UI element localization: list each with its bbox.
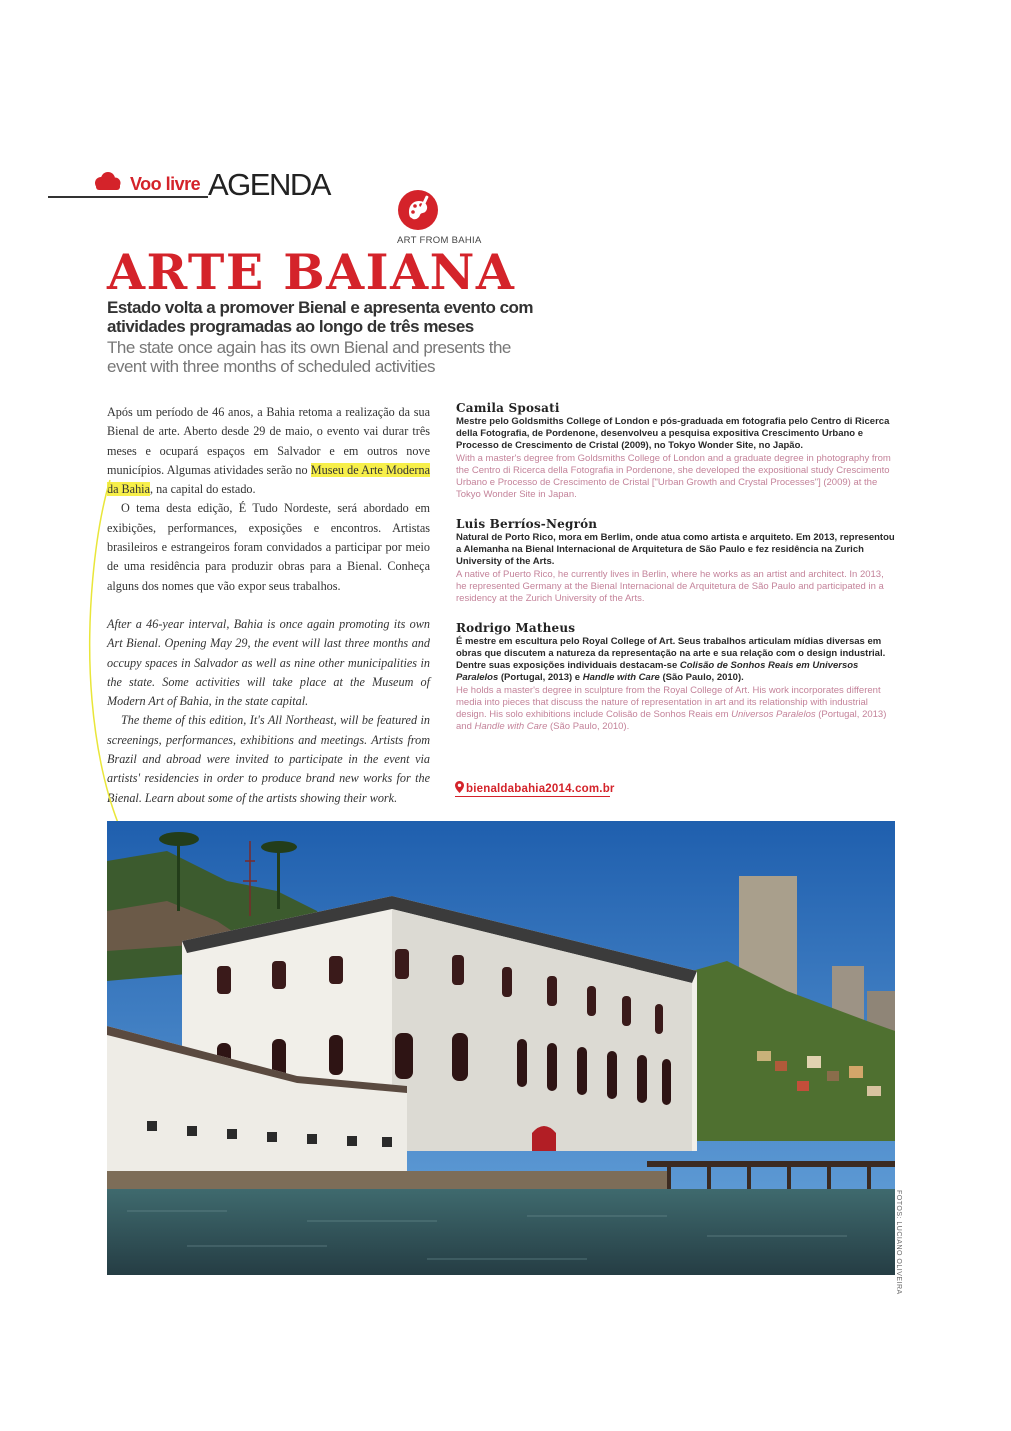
museum-photo bbox=[107, 821, 895, 1275]
body-pt-text: , na capital do estado. bbox=[149, 482, 256, 497]
work-title: Universos Paralelos bbox=[731, 709, 816, 720]
header-rule bbox=[48, 196, 208, 198]
artist-name: Rodrigo Matheus bbox=[456, 621, 576, 635]
artist-entry bbox=[456, 401, 896, 501]
artist-bio-pt bbox=[456, 636, 896, 684]
artist-entry bbox=[456, 517, 896, 605]
body-en-paragraph-2: The theme of this edition, It's All Northeast, will be featured in screenings, performances, exhibitions and meetings. Artists from Brazil and abroad were invited to participate in the event via artists' residencies in order to produce brand new works for the Bienal. Learn about some of the artists showing their work. bbox=[107, 713, 430, 805]
highlighted-museum-name: Museu de Arte Moderna da Bahia bbox=[107, 462, 430, 497]
artist-bio-en: With a master's degree from Goldsmiths College of London and a graduate degree in photography from the Centro di Ricerca della Fotografia in Pordenone, she developed the expositional study Crescimento Urbano e Processo de Crescimento de Cristal ["Urban Growth and Crystal Processes"] (2009) at the Tokyo Wonder Site in Japan. bbox=[456, 453, 891, 500]
bio-text: (Portugal, 2013) e bbox=[498, 672, 583, 683]
artist-bio-pt: Mestre pelo Goldsmiths College of London e pós-graduada em fotografia pelo Centro di Ricerca della Fotografia, de Pordenone, desenvolveu a pesquisa expositiva Crescimento Urbano e Processo de Crescimento de Cristal (2009), no Tokyo Wonder Site, no Japão. bbox=[456, 416, 890, 451]
subtitle-portuguese: Estado volta a promover Bienal e apresenta evento com atividades programadas ao longo de três meses bbox=[107, 298, 534, 336]
artist-bio-en bbox=[456, 685, 896, 733]
article-title: ARTE BAIANA bbox=[107, 243, 516, 301]
work-title: Colisão de Sonhos Reais em Universos Paralelos bbox=[456, 660, 859, 683]
website-url[interactable]: bienaldabahia2014.com.br bbox=[466, 783, 615, 795]
website-underline bbox=[455, 796, 610, 797]
bio-text: (São Paulo, 2010). bbox=[547, 721, 630, 732]
bio-text: He holds a master's degree in sculpture from the Royal College of Art. His work incorporates different media into pieces that discuss the nature of representation in art and its relationship with industrial design. His solo exhibitions include Colisão de Sonhos Reais em bbox=[456, 685, 881, 720]
location-pin-icon bbox=[455, 781, 464, 793]
section-title: AGENDA bbox=[208, 167, 330, 202]
artist-entry bbox=[456, 621, 896, 733]
body-pt-text: Após um período de 46 anos, a Bahia retoma a realização da sua Bienal de arte. Aberto desde 29 de maio, o evento vai durar três meses e ocupará espaços em Salvador e em outros nove municípios. Algumas atividades serão no bbox=[107, 405, 430, 477]
callout-line bbox=[80, 470, 210, 870]
palette-icon bbox=[397, 189, 439, 231]
brand-name: Voo livre bbox=[130, 174, 201, 194]
cloud-icon bbox=[93, 172, 121, 190]
body-en-paragraph-1: After a 46-year interval, Bahia is once again promoting its own Art Bienal. Opening May 29, the event will last three months and occupy spaces in Salvador as well as nine other municipalities in the state. Some activities will take place at the Museum of Modern Art of Bahia, in the state capital. bbox=[107, 616, 430, 709]
artist-name: Camila Sposati bbox=[456, 401, 560, 415]
work-title: Handle with Care bbox=[474, 721, 548, 732]
work-title: Handle with Care bbox=[582, 672, 660, 683]
artists-column bbox=[456, 401, 896, 749]
artist-name: Luis Berríos-Negrón bbox=[456, 517, 598, 531]
subtitle-english: The state once again has its own Bienal and presents the event with three months of scheduled activities bbox=[107, 338, 511, 376]
artist-bio-pt: Natural de Porto Rico, mora em Berlim, onde atua como artista e arquiteto. Em 2013, representou a Alemanha na Bienal Internacional de Arquitetura de São Paulo e fez residência na Zurich University of the Arts. bbox=[456, 532, 895, 567]
bio-text: (Portugal, 2013) and bbox=[456, 709, 887, 732]
bio-text: É mestre em escultura pelo Royal College of Art. Seus trabalhos articulam mídias diversas em obras que discutem a natureza da representação na arte e sua relação com o design industrial. Dentre suas exposições individuais destacam-se bbox=[456, 636, 886, 671]
bio-text: (São Paulo, 2010). bbox=[659, 672, 744, 683]
body-pt-paragraph-2: O tema desta edição, É Tudo Nordeste, será abordado em exibições, performances, exposições e encontros. Artistas brasileiros e estrangeiros foram convidados a participar por meio de uma residência para produzir obras para a Bienal. Conheça alguns dos nomes que vão expor seus trabalhos. bbox=[107, 501, 430, 593]
website-link[interactable] bbox=[455, 781, 615, 795]
photo-credit: FOTOS: LUCIANO OLIVEIRA bbox=[895, 1190, 902, 1295]
kicker-label: ART FROM BAHIA bbox=[397, 235, 482, 246]
artist-bio-en: A native of Puerto Rico, he currently lives in Berlin, where he works as an artist and architect. In 2013, he represented Germany at the Bienal Internacional de Arquitetura de São Paulo and participated in a residency at the Zurich University of the Arts. bbox=[456, 569, 884, 604]
